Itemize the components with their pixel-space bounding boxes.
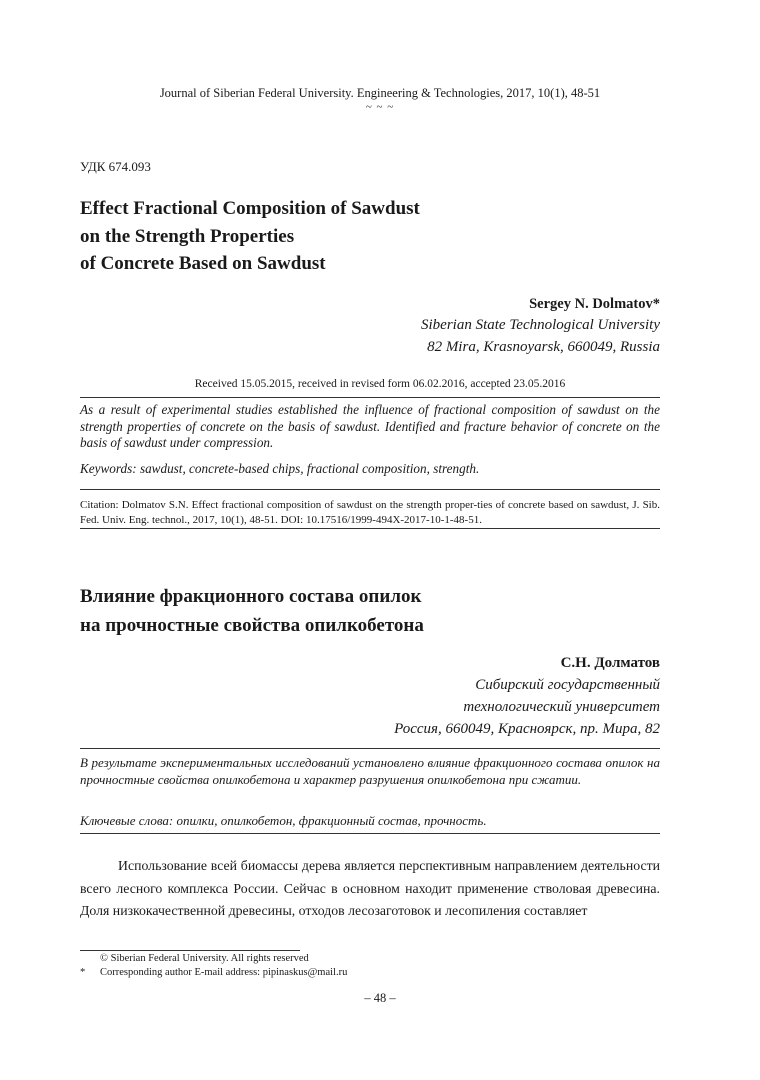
russian-title (80, 582, 640, 640)
footnote-divider (80, 950, 300, 951)
divider (80, 748, 660, 749)
russian-title-line: на прочностные свойства опилкобетона (80, 615, 424, 636)
russian-keywords: Ключевые слова: опилки, опилкобетон, фракционный состав, прочность. (80, 813, 487, 828)
divider (80, 833, 660, 834)
corresponding-footnote: Corresponding author E-mail address: pipinaskus@mail.ru (100, 967, 348, 978)
russian-affiliation-line: технологический университет (463, 699, 660, 715)
english-title-line: on the Strength Properties (80, 225, 295, 247)
english-keywords: Keywords: sawdust, concrete-based chips, fractional composition, strength. (80, 461, 480, 476)
english-title-line: Effect Fractional Composition of Sawdust (80, 198, 420, 219)
page-number: – 48 – (364, 991, 396, 1005)
english-author: Sergey N. Dolmatov* (529, 296, 660, 312)
udc-code: УДК 674.093 (80, 159, 151, 174)
russian-affiliation-line: Сибирский государственный (475, 677, 660, 693)
english-title (80, 195, 640, 278)
citation: Citation: Dolmatov S.N. Effect fractional composition of sawdust on the strength proper-ties of concrete based on sawdust, J. Sib. Fed. Univ. Eng. technol., 2017, 10(1), 48-51. DOI: 10.17516/1999-494X-2017-10-1-48-51. (80, 499, 660, 526)
footnote-marker: * (80, 967, 86, 978)
english-affiliation-line: Siberian State Technological University (421, 317, 660, 333)
copyright-footnote: © Siberian Federal University. All rights reserved (100, 953, 309, 964)
english-title-line: of Concrete Based on Sawdust (80, 253, 326, 274)
english-abstract: As a result of experimental studies established the influence of fractional composition of sawdust on the strength properties of concrete on the basis of sawdust. Identified and fracture behavior of concrete on the basis of sawdust under compression. (80, 402, 660, 450)
received-dates: Received 15.05.2015, received in revised form 06.02.2016, accepted 23.05.2016 (194, 378, 566, 390)
russian-author: С.Н. Долматов (560, 655, 660, 671)
header-ornament: ~ ~ ~ (365, 101, 395, 113)
journal-header: Journal of Siberian Federal University. Engineering & Technologies, 2017, 10(1), 48-51 (159, 86, 601, 100)
russian-title-line: Влияние фракционного состава опилок (80, 586, 422, 607)
russian-abstract: В результате экспериментальных исследований установлено влияние фракционного состава опилок на прочностные свойства опилкобетона и характер разрушения опилкобетона при сжатии. (80, 755, 660, 787)
divider (80, 489, 660, 490)
divider (80, 397, 660, 398)
body-paragraph: Использование всей биомассы дерева является перспективным направлением деятельности всего лесного комплекса России. Сейчас в основном находит применение стволовая древесина. Доля низкокачественной древесины, отходов лесозаготовок и лесопиления составляет (80, 858, 660, 918)
english-affiliation-line: 82 Mira, Krasnoyarsk, 660049, Russia (427, 339, 660, 355)
divider (80, 528, 660, 529)
russian-affiliation-line: Россия, 660049, Красноярск, пр. Мира, 82 (394, 721, 660, 737)
